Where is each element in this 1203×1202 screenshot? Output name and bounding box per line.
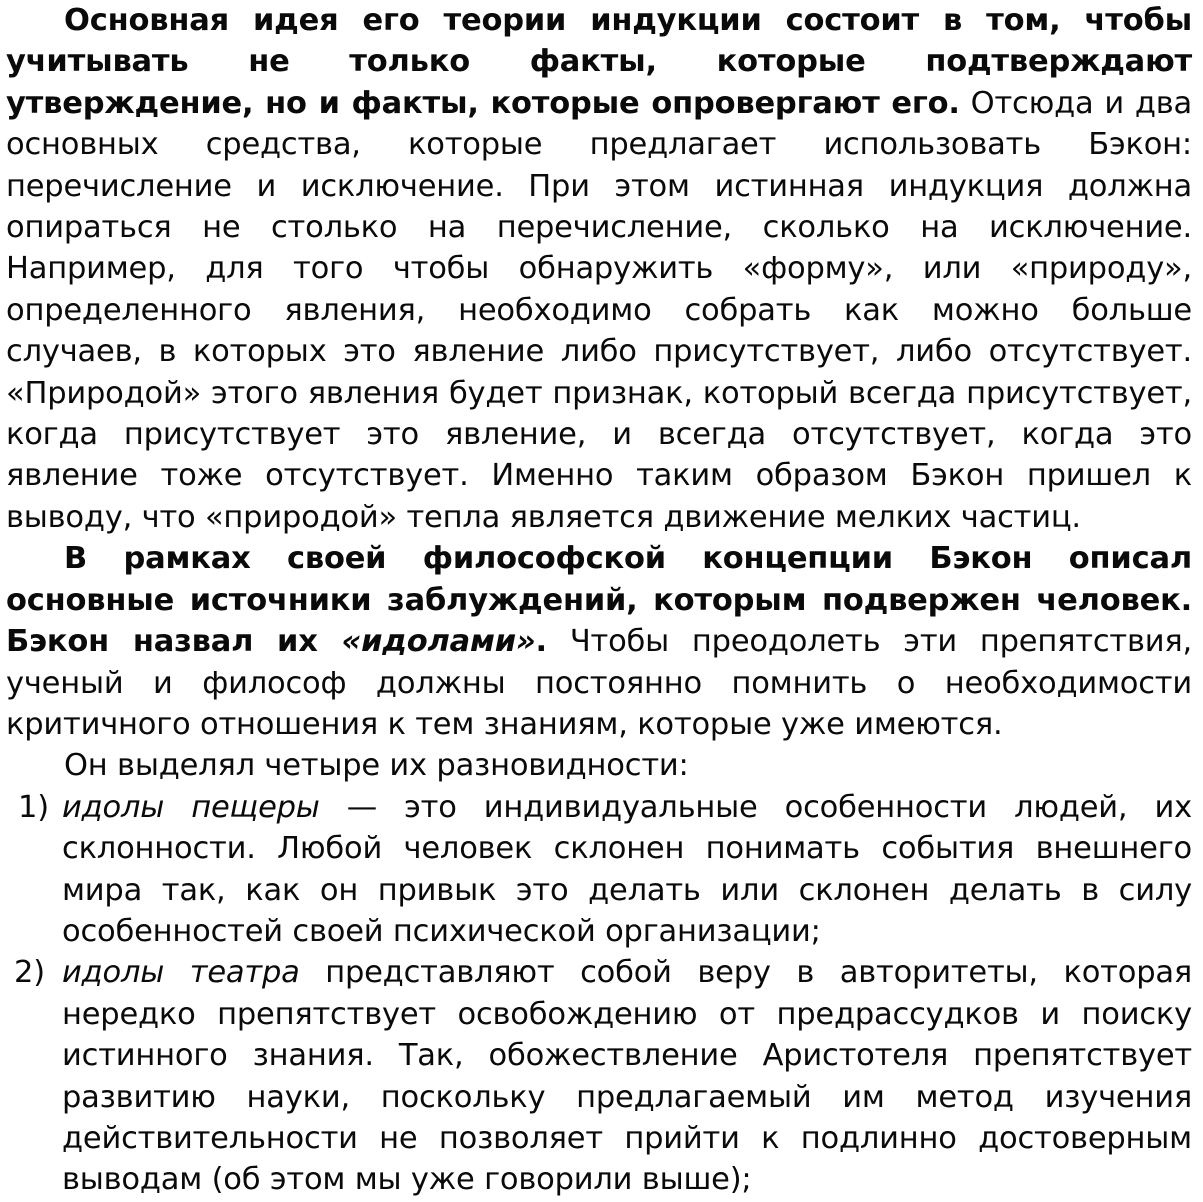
idols-term: «идолами» (341, 624, 536, 660)
list-number: 1) (18, 789, 49, 825)
idols-intro-bold: В рамках своей философской концепции Бэкон описал основные источники заблуждений, которым подвержен человек. Бэкон назвал их (6, 541, 1192, 660)
idols-intro-bold-end: . (535, 624, 547, 660)
induction-explanation: Отсюда и два основных средства, которые предлагает использовать Бэкон: перечисление и исключение. При этом истинная индукция должна опираться не столько на перечисление, сколько на исключение. Например, для того чтобы обнаружить «форму», или «природу», определенного явления, необходимо собрать как можно больше случаев, в которых это явление либо присутствует, либо отсутствует. «Природой» этого явления будет признак, который всегда присутствует, когда присутствует это явление, и всегда отсутствует, когда это явление тоже отсутствует. Именно таким образом Бэкон пришел к выводу, что «природой» тепла является движение мелких частиц. (6, 85, 1192, 535)
list-term: идолы пещеры (62, 789, 320, 825)
list-term: идолы театра (62, 955, 300, 991)
list-text: — это индивидуальные особенности людей, их склонности. Любой человек склонен понимать события внешнего мира так, как он привык это делать или склонен делать в силу особенностей своей психической организации; (62, 789, 1192, 949)
list-item-idols-theatre (6, 952, 1192, 1200)
induction-main-idea: Основная идея его теории индукции состоит в том, чтобы учитывать не только факты, которые подтверждают утверждение, но и факты, которые опровергают его. (6, 3, 1192, 121)
list-text: представляют собой веру в авторитеты, которая нередко препятствует освобождению от предрассудков и поиску истинного знания. Так, обожествление Аристотеля препятствует развитию науки, поскольку предлагаемый им метод изучения действительности не позволяет прийти к подлинно достоверным выводам (об этом мы уже говорили выше); (62, 955, 1193, 1198)
list-number: 2) (14, 955, 45, 991)
paragraph-idols (6, 538, 1192, 745)
paragraph-induction (6, 0, 1192, 538)
list-item-idols-cave (6, 787, 1192, 953)
paragraph-four-kinds: Он выделял четыре их разновидности: (64, 748, 689, 784)
document-page (6, 0, 1192, 1201)
idols-explanation: Чтобы преодолеть эти препятствия, ученый и философ должны постоянно помнить о необходимости критичного отношения к тем знаниям, которые уже имеются. (6, 624, 1192, 742)
